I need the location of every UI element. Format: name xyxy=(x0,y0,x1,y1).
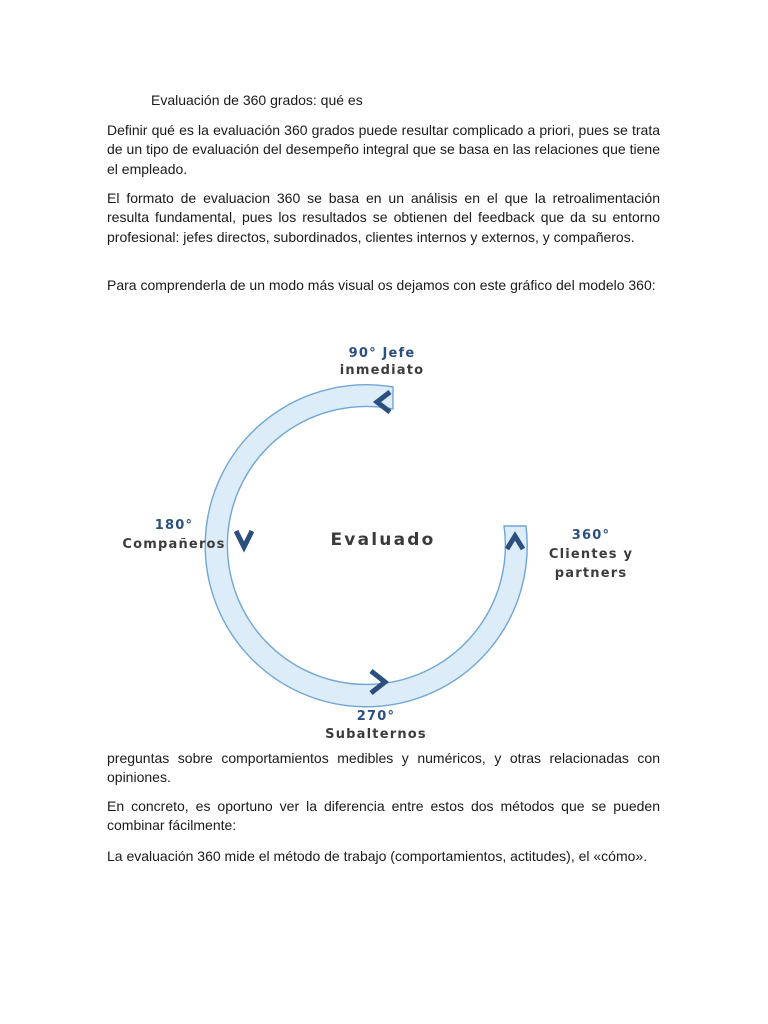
top-number-label: 90° Jefe xyxy=(348,346,416,361)
bottom-number-label: 270° xyxy=(356,709,396,724)
right-role-label-line2: partners xyxy=(554,566,628,581)
model-360-diagram xyxy=(100,330,670,750)
center-label: Evaluado xyxy=(330,530,436,550)
left-number-label: 180° xyxy=(154,518,194,533)
arrow-down-pointing-icon xyxy=(236,531,252,547)
document-title: Evaluación de 360 grados: qué es xyxy=(151,92,363,108)
right-role-label-line1: Clientes y xyxy=(548,547,634,562)
paragraph-format: El formato de evaluacion 360 se basa en un análisis en el que la retroalimentación resulta fundamental, pues los resultados se obtienen del feedback que da su entorno profesional: jefes directos, subordinados, clientes internos y externos, y compañeros. xyxy=(107,190,660,245)
paragraph-methods: En concreto, es oportuno ver la diferencia entre estos dos métodos que se pueden combinar fácilmente: xyxy=(107,798,660,834)
paragraph-definition: Definir qué es la evaluación 360 grados puede resultar complicado a priori, pues se trata de un tipo de evaluación del desempeño integral que se basa en las relaciones que tiene el empleado. xyxy=(107,122,660,177)
paragraph-360-measures: La evaluación 360 mide el método de trabajo (comportamientos, actitudes), el «cómo». xyxy=(107,848,648,864)
svg-text:90° Jefe xyxy=(349,346,416,361)
paragraph-questions: preguntas sobre comportamientos medibles y numéricos, y otras relacionadas con opiniones. xyxy=(107,750,660,786)
right-number-label: 360° xyxy=(571,528,611,543)
top-role-label: inmediato xyxy=(339,363,425,378)
bottom-role-label: Subalternos xyxy=(325,727,427,742)
paragraph-visual-intro: Para comprenderla de un modo más visual os dejamos con este gráfico del modelo 360: xyxy=(107,277,656,293)
left-role-label: Compañeros xyxy=(122,537,226,552)
